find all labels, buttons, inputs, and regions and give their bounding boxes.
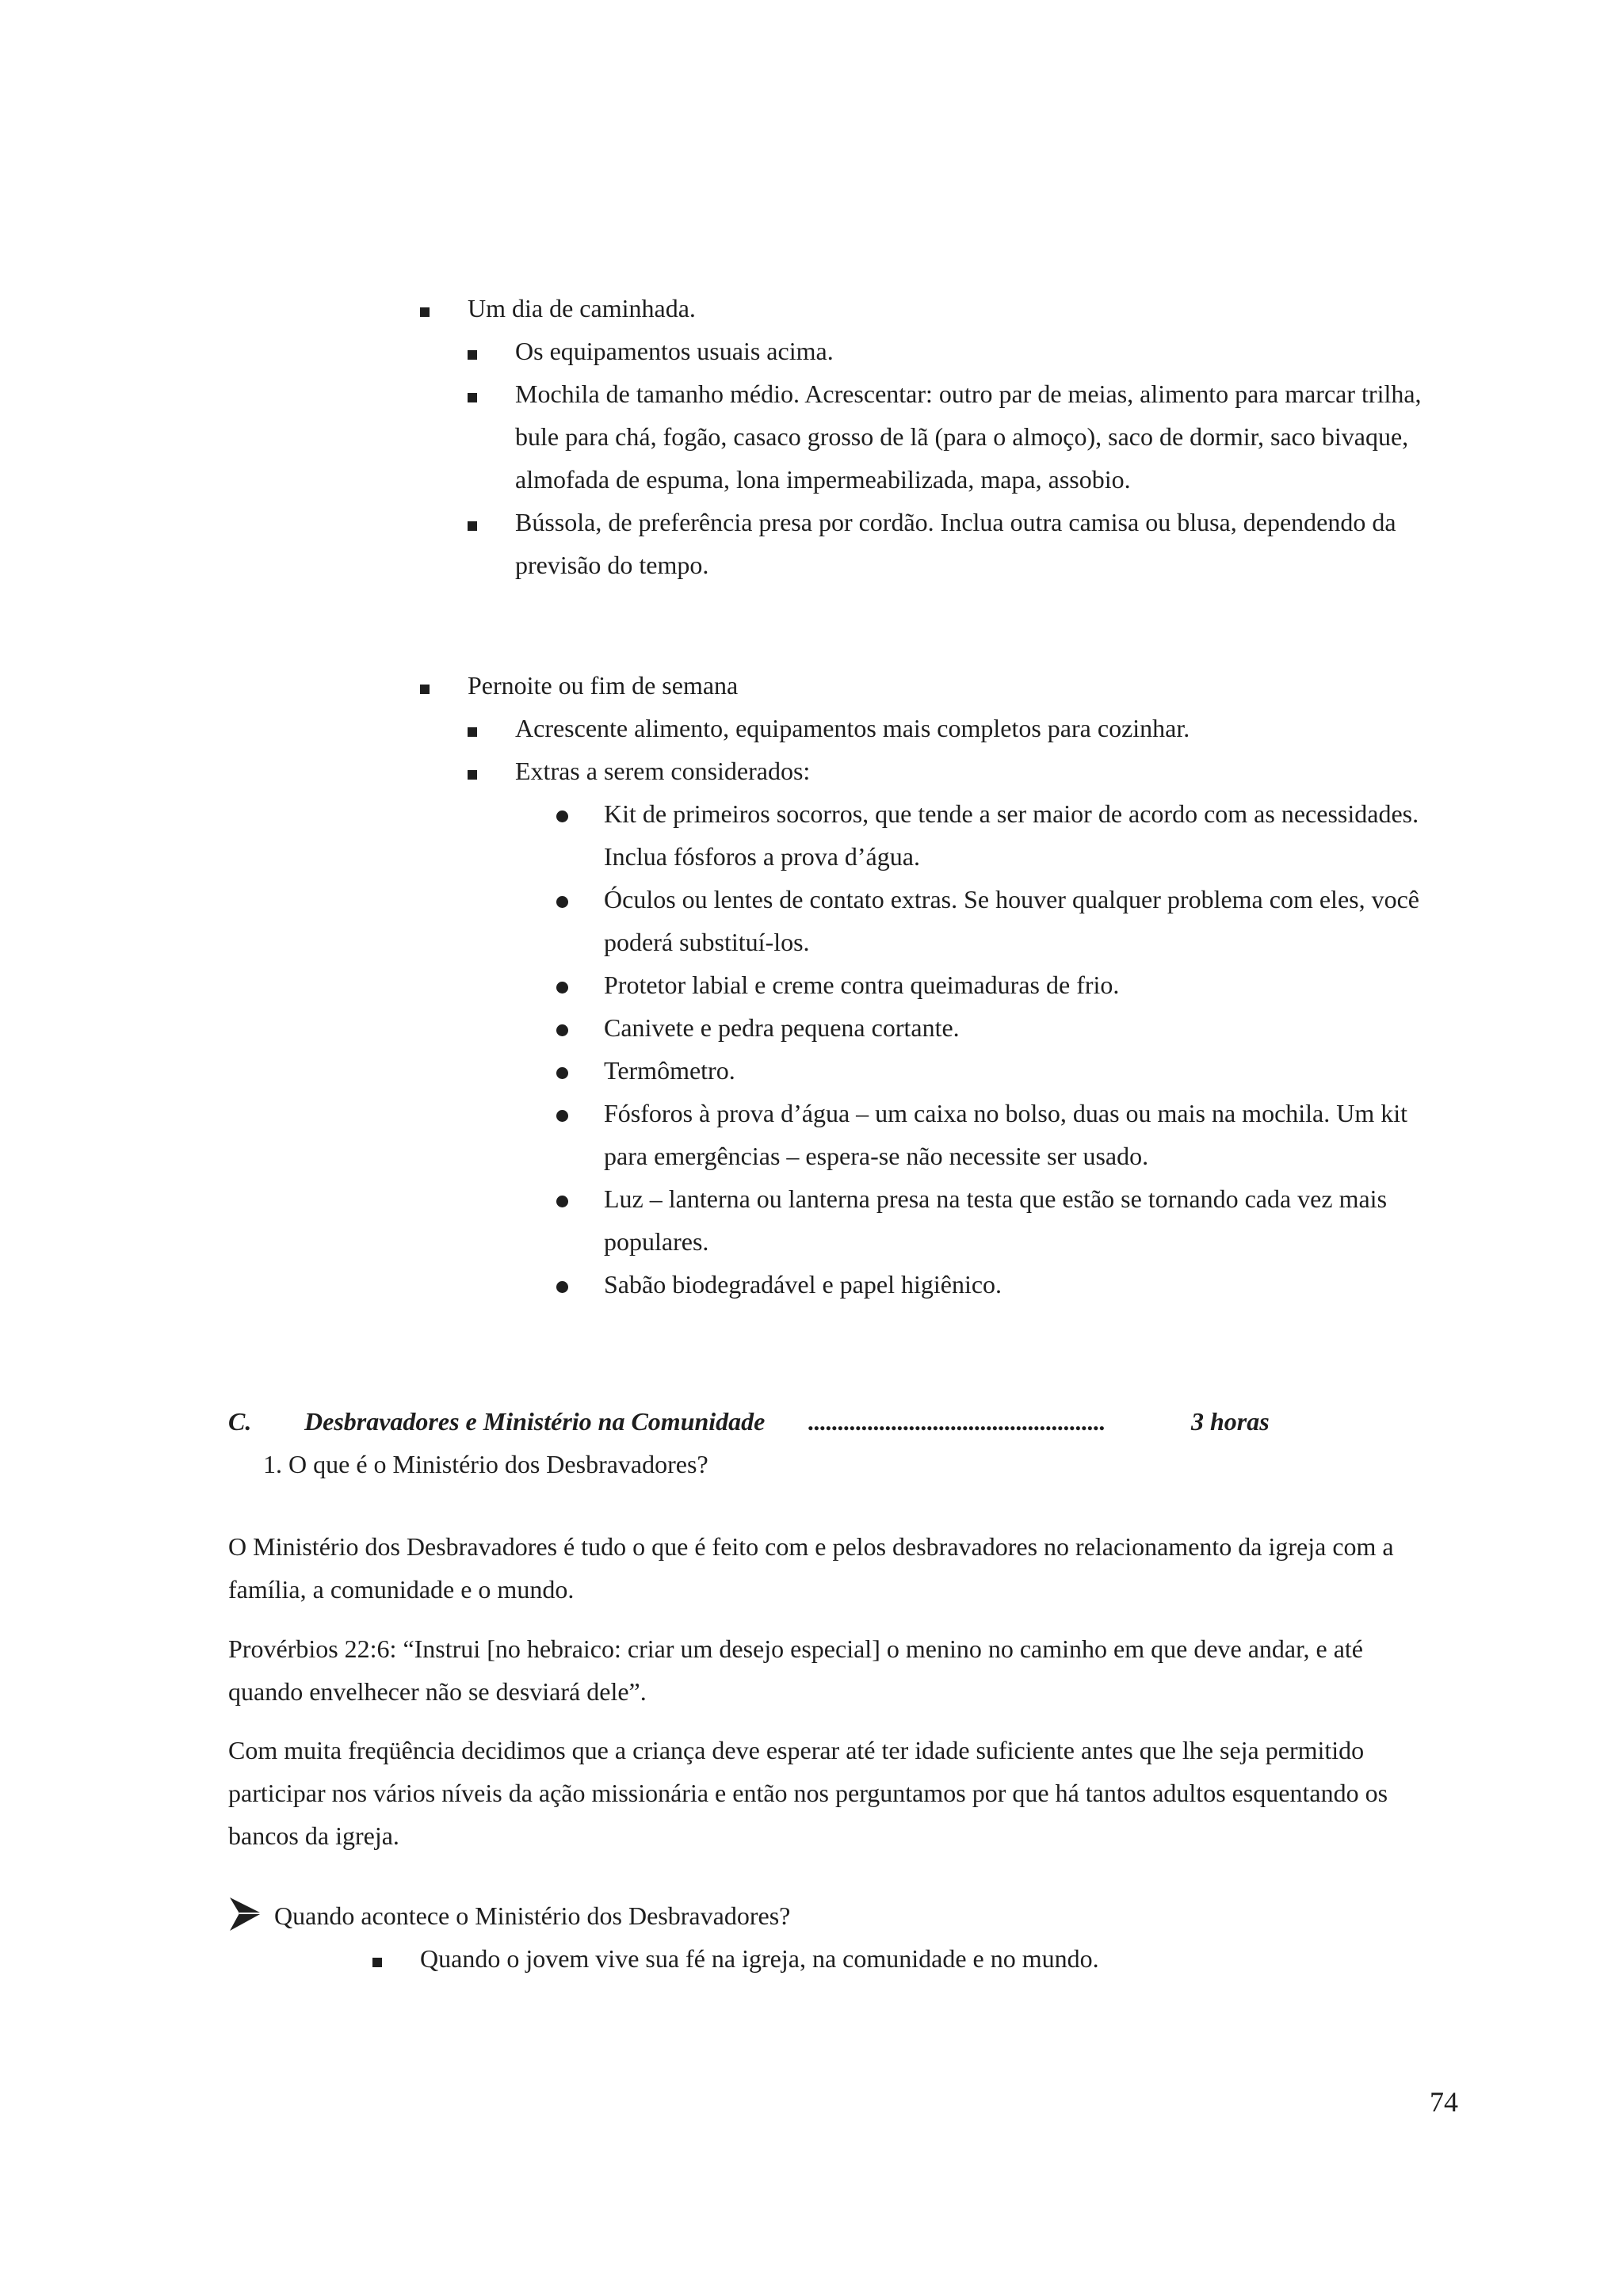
paragraph-text: Provérbios 22:6: “Instrui [no hebraico: criar um desejo especial] o menino no caminho em que deve andar, e até quando envelhecer não se desviará dele”. — [228, 1634, 1363, 1706]
square-bullet-icon — [372, 1937, 382, 1980]
paragraph — [228, 1729, 1441, 1857]
list-item — [420, 1177, 1456, 1263]
list-item — [420, 707, 1450, 749]
list-item — [420, 1092, 1456, 1177]
list-item-text: Kit de primeiros socorros, que tende a ser maior de acordo com as necessidades. Inclua fósforos a prova d’água. — [604, 799, 1419, 871]
list-item — [420, 664, 1450, 707]
list-item — [420, 963, 1456, 1006]
bullet-icon — [556, 963, 568, 1006]
list-item-text: Sabão biodegradável e papel higiênico. — [604, 1270, 1002, 1299]
paragraph — [228, 1627, 1441, 1713]
list-item — [420, 1006, 1456, 1049]
square-bullet-icon — [468, 372, 477, 415]
page-number: 74 — [1430, 2086, 1458, 2118]
square-bullet-icon — [468, 330, 477, 372]
answer-list — [372, 1937, 1403, 1980]
list-item — [420, 749, 1450, 792]
list-item-text: Termômetro. — [604, 1056, 735, 1085]
paragraph-text: Com muita freqüência decidimos que a criança deve esperar até ter idade suficiente antes que lhe seja permitido participar nos vários níveis da ação missionária e então nos perguntamos por que há tantos adultos esquentando os bancos da igreja. — [228, 1736, 1388, 1850]
bullet-icon — [556, 792, 568, 835]
square-bullet-icon — [468, 501, 477, 543]
section-heading — [228, 1400, 1290, 1443]
list-item-text: Luz – lanterna ou lanterna presa na testa que estão se tornando cada vez mais populares. — [604, 1184, 1388, 1256]
numbered-question — [263, 1443, 708, 1486]
question-text: Quando acontece o Ministério dos Desbravadores? — [274, 1901, 791, 1930]
overnight-list — [420, 664, 1450, 1306]
section-letter: C. — [228, 1407, 252, 1436]
paragraph-text: O Ministério dos Desbravadores é tudo o que é feito com e pelos desbravadores no relacionamento da igreja com a família, a comunidade e o mundo. — [228, 1532, 1394, 1604]
bullet-icon — [556, 1006, 568, 1049]
bullet-icon — [556, 1177, 568, 1220]
arrowhead-icon — [228, 1893, 263, 1947]
list-item — [420, 878, 1456, 963]
square-bullet-icon — [468, 707, 477, 749]
list-item-text: Extras a serem considerados: — [515, 757, 811, 785]
square-bullet-icon — [468, 749, 477, 792]
list-item — [372, 1937, 1403, 1980]
day-hike-list — [420, 287, 1450, 586]
list-item-text: Fósforos à prova d’água – um caixa no bolso, duas ou mais na mochila. Um kit para emergências – espera-se não necessite ser usado. — [604, 1099, 1408, 1170]
list-item — [420, 1049, 1456, 1092]
bullet-icon — [556, 1049, 568, 1092]
list-item — [420, 1263, 1456, 1306]
list-item-text: Pernoite ou fim de semana — [468, 671, 739, 700]
list-item-text: Óculos ou lentes de contato extras. Se houver qualquer problema com eles, você poderá substituí-los. — [604, 885, 1419, 956]
section-leader: .................................................. — [808, 1407, 1106, 1436]
section-duration: 3 horas — [1191, 1407, 1270, 1436]
list-item-text: Mochila de tamanho médio. Acrescentar: outro par de meias, alimento para marcar trilha, bule para chá, fogão, casaco grosso de lã (para o almoço), saco de dormir, saco bivaque, almofada de espuma, lona impermeabilizada, mapa, assobio. — [515, 379, 1422, 494]
list-item-text: Protetor labial e creme contra queimaduras de frio. — [604, 971, 1120, 999]
list-item — [420, 287, 1450, 330]
list-item — [420, 501, 1454, 586]
square-bullet-icon — [420, 287, 430, 330]
bullet-icon — [556, 1263, 568, 1306]
list-item-text: Canivete e pedra pequena cortante. — [604, 1013, 960, 1042]
list-item-text: Um dia de caminhada. — [468, 294, 696, 322]
list-item — [420, 792, 1456, 878]
square-bullet-icon — [420, 664, 430, 707]
list-item — [420, 330, 1450, 372]
bullet-icon — [556, 1092, 568, 1135]
extras-list — [420, 792, 1450, 1306]
list-item-text: Os equipamentos usuais acima. — [515, 337, 834, 365]
list-item — [420, 372, 1454, 501]
list-item-text: Bússola, de preferência presa por cordão. Inclua outra camisa ou blusa, dependendo da previsão do tempo. — [515, 508, 1396, 579]
bullet-icon — [556, 878, 568, 921]
numbered-question-text: 1. O que é o Ministério dos Desbravadores? — [263, 1450, 708, 1478]
list-item-text: Quando o jovem vive sua fé na igreja, na comunidade e no mundo. — [420, 1944, 1099, 1973]
section-title: Desbravadores e Ministério na Comunidade — [304, 1407, 766, 1436]
paragraph — [228, 1525, 1441, 1611]
list-item-text: Acrescente alimento, equipamentos mais completos para cozinhar. — [515, 714, 1190, 742]
